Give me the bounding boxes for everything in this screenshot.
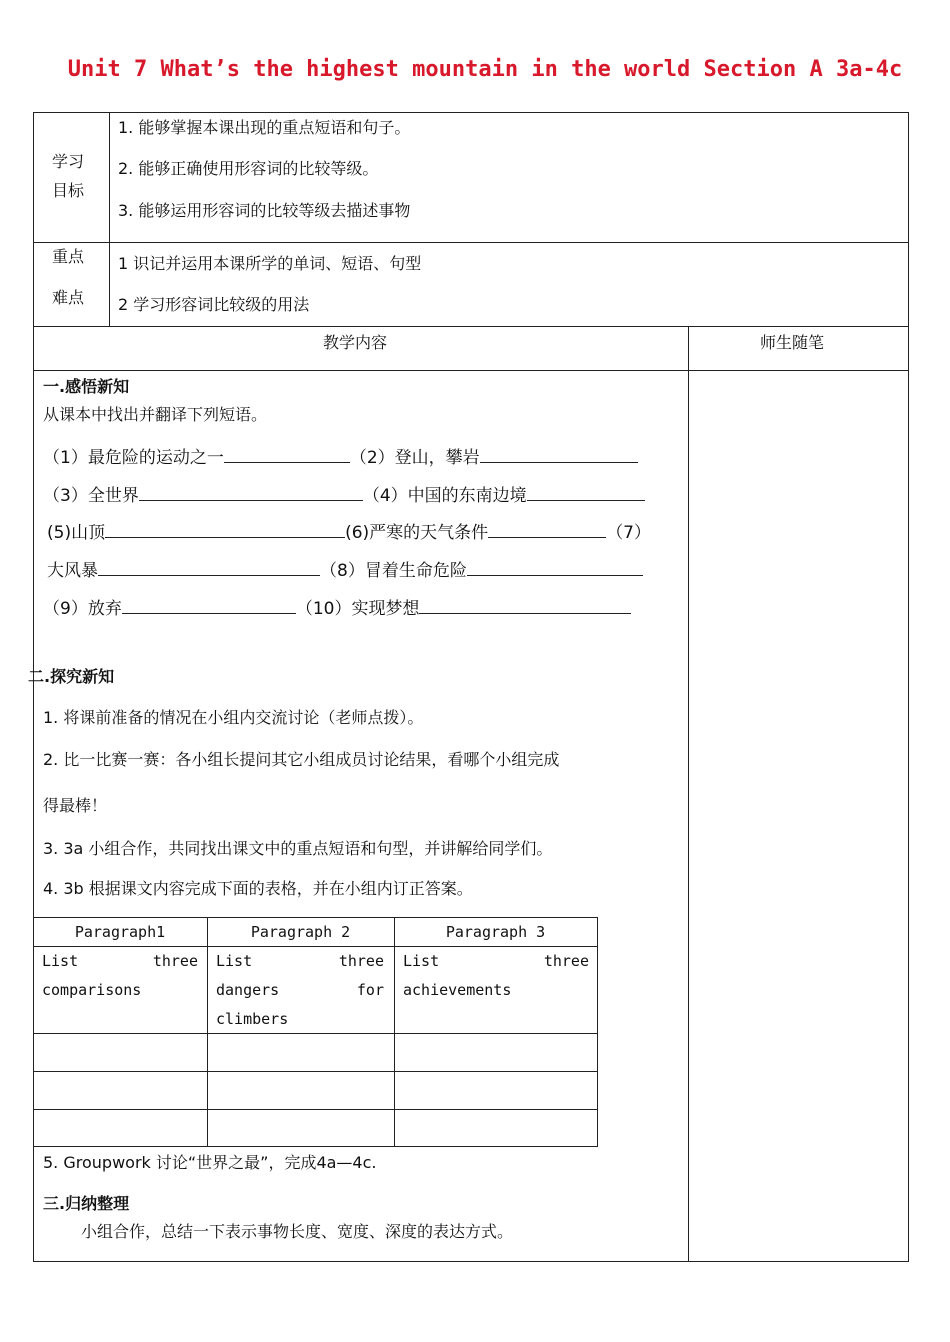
answer-blank[interactable] bbox=[480, 445, 638, 463]
answer-blank[interactable] bbox=[98, 558, 320, 576]
answer-blank[interactable] bbox=[122, 596, 296, 614]
table-empty-cell[interactable] bbox=[208, 1034, 394, 1071]
objective-item: 3. 能够运用形容词的比较等级去描述事物 bbox=[118, 201, 411, 220]
phrase-item: （8）冒着生命危险 bbox=[320, 561, 467, 581]
table-empty-cell[interactable] bbox=[34, 1072, 207, 1109]
answer-blank[interactable] bbox=[527, 483, 645, 501]
section2-item: 得最棒！ bbox=[43, 796, 108, 815]
section2-item: 3. 3a 小组合作，共同找出课文中的重点短语和句型，并讲解给同学们。 bbox=[43, 839, 553, 858]
section2-heading: 二.探究新知 bbox=[28, 667, 115, 686]
table-cell: List three achievements bbox=[403, 952, 589, 999]
table-empty-cell[interactable] bbox=[395, 1072, 597, 1109]
answer-blank[interactable] bbox=[419, 596, 631, 614]
table-empty-cell[interactable] bbox=[395, 1110, 597, 1146]
table-cell: List three dangers for climbers bbox=[216, 952, 384, 1028]
phrase-item: (6)严寒的天气条件 bbox=[345, 523, 489, 543]
column-header-content: 教学内容 bbox=[323, 333, 388, 352]
phrase-item: （2）登山，攀岩 bbox=[349, 448, 480, 468]
phrase-row-1 bbox=[43, 445, 638, 468]
table-header: Paragraph 2 bbox=[250, 923, 351, 941]
phrase-item: （10）实现梦想 bbox=[295, 599, 420, 619]
answer-blank[interactable] bbox=[467, 558, 643, 576]
keypoints-label-1: 重点 bbox=[52, 247, 85, 266]
table-cell: List three comparisons bbox=[42, 952, 198, 999]
section1-heading: 一.感悟新知 bbox=[43, 377, 130, 396]
answer-blank[interactable] bbox=[488, 520, 606, 538]
phrase-item: （9）放弃 bbox=[43, 599, 122, 619]
phrase-item: 大风暴 bbox=[47, 561, 98, 581]
table-empty-cell[interactable] bbox=[208, 1072, 394, 1109]
keypoint-item: 1 识记并运用本课所学的单词、短语、句型 bbox=[118, 254, 422, 273]
objectives-label-2: 目标 bbox=[52, 181, 85, 200]
table-empty-cell[interactable] bbox=[34, 1034, 207, 1071]
phrase-item: （1）最危险的运动之一 bbox=[43, 448, 224, 468]
phrase-item: （4）中国的东南边境 bbox=[362, 486, 527, 506]
phrase-item: （7） bbox=[606, 523, 652, 543]
phrase-row-3 bbox=[47, 520, 651, 543]
table-header: Paragraph1 bbox=[74, 923, 166, 941]
section3-text: 小组合作，总结一下表示事物长度、宽度、深度的表达方式。 bbox=[81, 1222, 514, 1241]
phrase-row-2 bbox=[43, 483, 645, 506]
section2-item: 1. 将课前准备的情况在小组内交流讨论（老师点拨）。 bbox=[43, 708, 424, 727]
section1-instruction: 从课本中找出并翻译下列短语。 bbox=[43, 405, 268, 424]
table-empty-cell[interactable] bbox=[208, 1110, 394, 1146]
objective-item: 1. 能够掌握本课出现的重点短语和句子。 bbox=[118, 118, 411, 137]
phrase-row-5 bbox=[43, 596, 631, 619]
section2-item: 4. 3b 根据课文内容完成下面的表格，并在小组内订正答案。 bbox=[43, 879, 473, 898]
table-header: Paragraph 3 bbox=[445, 923, 546, 941]
answer-blank[interactable] bbox=[139, 483, 363, 501]
keypoint-item: 2 学习形容词比较级的用法 bbox=[118, 295, 310, 314]
section2-item: 2. 比一比赛一赛：各小组长提问其它小组成员讨论结果，看哪个小组完成 bbox=[43, 750, 560, 769]
table-empty-cell[interactable] bbox=[395, 1034, 597, 1071]
column-header-notes: 师生随笔 bbox=[760, 333, 825, 352]
answer-blank[interactable] bbox=[105, 520, 345, 538]
keypoints-label-2: 难点 bbox=[52, 288, 85, 307]
page-title: Unit 7 What’s the highest mountain in the world Section A 3a-4c bbox=[67, 57, 903, 82]
objectives-label-1: 学习 bbox=[52, 152, 85, 171]
section2-item5: 5. Groupwork 讨论“世界之最”，完成4a—4c. bbox=[43, 1153, 377, 1172]
objective-item: 2. 能够正确使用形容词的比较等级。 bbox=[118, 159, 379, 178]
table-empty-cell[interactable] bbox=[34, 1110, 207, 1146]
section3-heading: 三.归纳整理 bbox=[43, 1194, 130, 1213]
phrase-item: （3）全世界 bbox=[43, 486, 139, 506]
phrase-row-4 bbox=[47, 558, 643, 581]
answer-blank[interactable] bbox=[224, 445, 350, 463]
phrase-item: (5)山顶 bbox=[47, 523, 106, 543]
